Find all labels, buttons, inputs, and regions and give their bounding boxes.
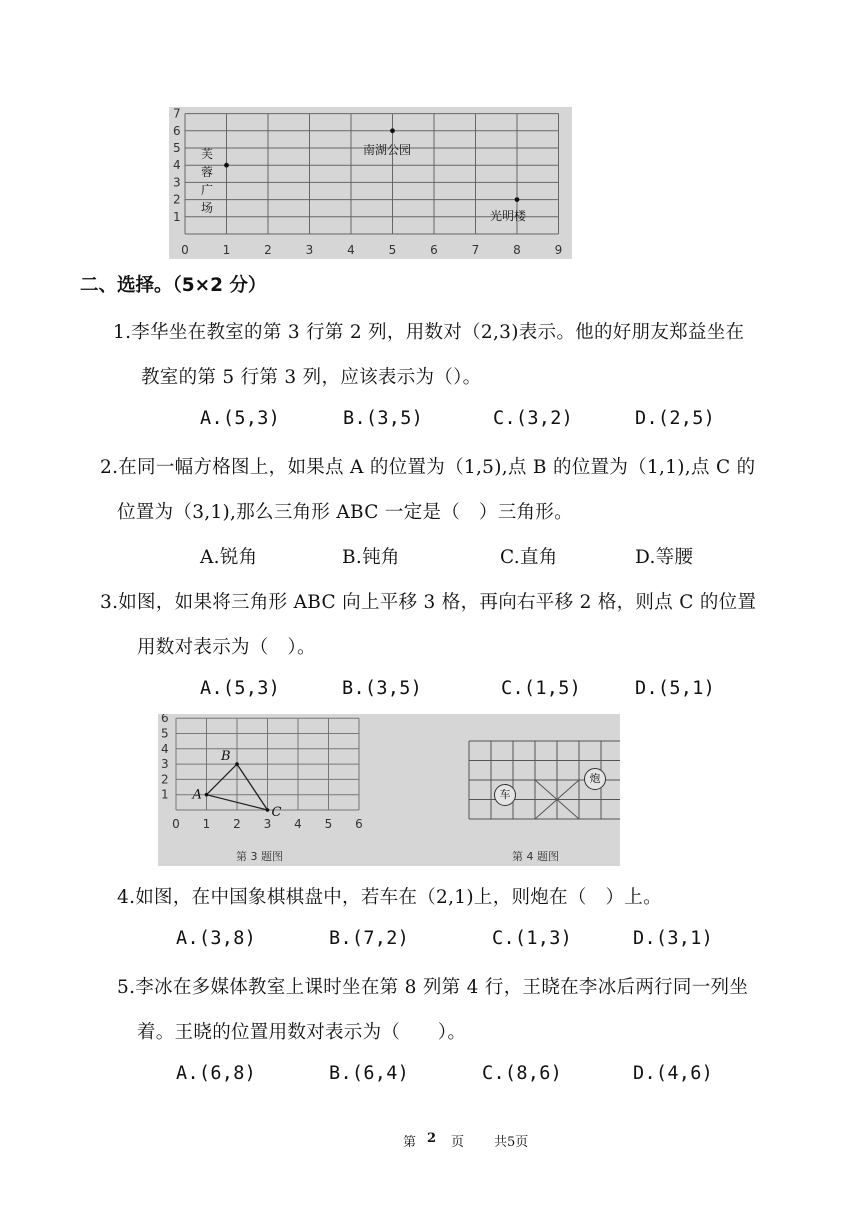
q2-option-b: B.钝角 xyxy=(342,547,400,568)
q1-line1: 1.李华坐在教室的第 3 行第 2 列，用数对（2,3)表示。他的好朋友郑益坐在 xyxy=(113,322,745,343)
q5-option-a: A.(6,8) xyxy=(176,1063,257,1084)
q5-option-d: D.(4,6) xyxy=(633,1063,714,1084)
q3-option-c: C.(1,5) xyxy=(501,678,582,699)
vertex-label: A xyxy=(192,787,202,803)
q1-line2: 教室的第 5 行第 3 列，应该表示为（）。 xyxy=(141,367,482,388)
x-tick-label: 8 xyxy=(513,243,521,257)
x-tick-label: 4 xyxy=(294,817,302,831)
footer-page-pre: 第 xyxy=(403,1135,417,1150)
location-point xyxy=(390,128,395,133)
x-tick-label: 0 xyxy=(172,817,180,831)
q4-option-b: B.(7,2) xyxy=(329,928,410,949)
label-guangming: 光明楼 xyxy=(490,209,527,223)
y-tick-label: 6 xyxy=(173,123,181,138)
x-tick-label: 7 xyxy=(471,243,480,257)
y-tick-label: 3 xyxy=(161,757,169,772)
q5-option-b: B.(6,4) xyxy=(329,1063,410,1084)
q4-line1: 4.如图，在中国象棋棋盘中，若车在（2,1)上，则炮在（ ）上。 xyxy=(117,887,662,908)
q5-line1: 5.李冰在多媒体教室上课时坐在第 8 列第 4 行，王晓在李冰后两行同一列坐 xyxy=(117,977,749,998)
vertex-point xyxy=(235,762,239,766)
figure-1-map xyxy=(169,107,572,259)
q2-line1: 2.在同一幅方格图上，如果点 A 的位置为（1,5),点 B 的位置为（1,1),点 C 的 xyxy=(100,457,756,478)
vertex-point xyxy=(205,793,209,797)
q3-option-a: A.(5,3) xyxy=(200,678,281,699)
vertex-point xyxy=(266,808,270,812)
y-tick-label: 3 xyxy=(173,175,181,190)
figure-4-piece-pao xyxy=(584,768,606,790)
y-tick-label: 2 xyxy=(173,192,181,207)
y-tick-label: 4 xyxy=(161,741,169,756)
q1-option-b: B.(3,5) xyxy=(343,408,424,429)
q4-option-d: D.(3,1) xyxy=(633,928,714,949)
q2-option-d: D.等腰 xyxy=(635,547,694,568)
q3-line1: 3.如图，如果将三角形 ABC 向上平移 3 格，再向右平移 2 格，则点 C 的位置 xyxy=(100,592,757,613)
location-point xyxy=(515,197,520,202)
q5-option-c: C.(8,6) xyxy=(482,1063,563,1084)
q1-option-a: A.(5,3) xyxy=(200,408,281,429)
q1-option-c: C.(3,2) xyxy=(493,408,574,429)
vertex-label: C xyxy=(271,805,282,820)
q4-option-c: C.(1,3) xyxy=(492,928,573,949)
y-tick-label: 4 xyxy=(173,158,181,173)
q3-line2: 用数对表示为（ ）。 xyxy=(137,637,316,658)
y-tick-label: 5 xyxy=(161,726,169,741)
y-tick-label: 6 xyxy=(161,714,169,726)
y-tick-label: 1 xyxy=(173,209,181,224)
figure-3-caption: 第 3 题图 xyxy=(236,850,283,863)
q2-option-c: C.直角 xyxy=(500,547,558,568)
vertex-label: B xyxy=(221,749,231,765)
footer-total-pages: 共5页 xyxy=(494,1135,529,1150)
label-nanhu: 南湖公园 xyxy=(363,143,412,157)
x-tick-label: 5 xyxy=(324,817,333,831)
x-tick-label: 4 xyxy=(347,243,355,257)
figure-1-grid xyxy=(169,107,572,259)
q2-option-a: A.锐角 xyxy=(200,547,258,568)
x-tick-label: 3 xyxy=(305,243,314,257)
x-tick-label: 2 xyxy=(233,817,241,831)
q4-option-a: A.(3,8) xyxy=(176,928,257,949)
piece-che-label: 车 xyxy=(499,788,511,801)
x-tick-label: 5 xyxy=(388,243,397,257)
q3-option-b: B.(3,5) xyxy=(342,678,423,699)
x-tick-label: 6 xyxy=(430,243,438,257)
x-tick-label: 1 xyxy=(222,243,231,257)
x-tick-label: 6 xyxy=(355,817,363,831)
y-tick-label: 7 xyxy=(173,107,181,121)
piece-pao-label: 炮 xyxy=(589,772,601,785)
footer-page-post: 页 xyxy=(451,1135,465,1150)
x-tick-label: 2 xyxy=(264,243,272,257)
label-furong-2: 蓉 xyxy=(201,165,214,179)
y-tick-label: 2 xyxy=(161,772,169,787)
label-furong-4: 场 xyxy=(201,201,214,215)
x-tick-label: 3 xyxy=(263,817,272,831)
label-furong-1: 芙 xyxy=(201,147,214,161)
x-tick-label: 9 xyxy=(554,243,563,257)
location-point xyxy=(224,163,229,168)
y-tick-label: 5 xyxy=(173,141,181,155)
figure-4-piece-che xyxy=(494,784,516,806)
y-tick-label: 1 xyxy=(161,787,169,802)
q3-option-d: D.(5,1) xyxy=(635,678,716,699)
figure-4-caption: 第 4 题图 xyxy=(512,850,559,863)
figure-3-4-drawing xyxy=(158,714,620,866)
footer-page-number: 2 xyxy=(427,1131,437,1146)
q5-line2: 着。王晓的位置用数对表示为（ ）。 xyxy=(137,1022,467,1043)
figures-3-4 xyxy=(158,714,620,866)
label-furong-3: 广 xyxy=(201,183,214,197)
x-tick-label: 0 xyxy=(181,243,189,257)
q1-option-d: D.(2,5) xyxy=(635,408,716,429)
x-tick-label: 1 xyxy=(202,817,211,831)
section-title: 二、选择。（5×2 分） xyxy=(80,275,267,296)
q2-line2: 位置为（3,1),那么三角形 ABC 一定是（ ）三角形。 xyxy=(117,502,573,523)
